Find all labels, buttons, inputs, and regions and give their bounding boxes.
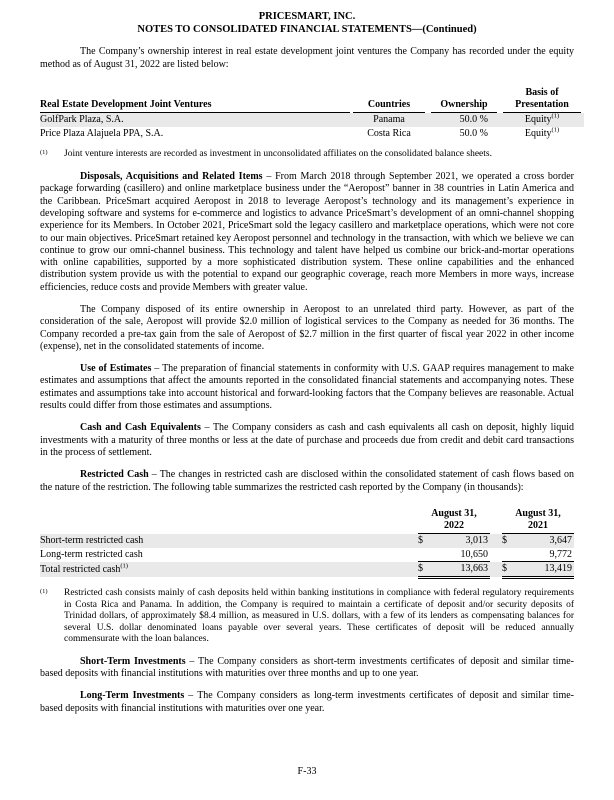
footnote-marker: (1)	[40, 149, 48, 157]
paragraph-text: The changes in restricted cash are disclosed within the consolidated statement of cash flows based on the nature of the restriction. The following table summarizes the restricted cash reported by the Company (in thousands):	[40, 469, 574, 493]
rc-header-2021	[502, 508, 574, 535]
paragraph-text: The Company considers as cash and cash equivalents all cash on deposit, highly liquid investments with a maturity of three months or less at the date of purchase and proceeds due from credit and debit card transactions in the process of settlement.	[40, 422, 574, 458]
paragraph-heading: Short-Term Investments	[80, 655, 186, 667]
rc-dollar-sign: $	[502, 534, 518, 548]
footnote-text: Joint venture interests are recorded as investment in unconsolidated affiliates on the consolidated balance sheets.	[64, 149, 492, 160]
paragraph-separator: –	[148, 469, 160, 481]
table-row	[40, 127, 584, 141]
joint-ventures-table-header	[40, 87, 584, 114]
paragraph-long-term-investments	[40, 690, 574, 715]
jv-basis: Equity$^{(1)}$	[524, 126, 560, 139]
intro-paragraph-text: The Company’s ownership interest in real estate development joint ventures the Company has recorded under the equity method as of August 31, 2022 are listed below:	[40, 46, 574, 70]
rc-label: Short-term restricted cash	[40, 534, 418, 548]
paragraph-separator: –	[185, 655, 199, 667]
rc-header-2022	[418, 508, 490, 535]
paragraph-text: From March 2018 through September 2021, we operated a cross border package forwarding (casillero) and online marketplace business under the “Aeropost” banner in 38 countries in Latin America and the Caribbean. PriceSmart acquired Aeropost in 2018 to leverage Aeropost’s technology and its management’s experience in developing software and systems for e-commerce and logistics to advance PriceSmart’s development of an omni-channel shopping experience for its Members. In October 2021, PriceSmart sold the legacy casillero and marketplace operations, which were not core to our main objectives. PriceSmart retained key Aeropost personnel and technology in the transaction, with which we believe we can continue to grow our omni-channel business. This technology and talent have helped us combine our brick-and-mortar operations with online capabilities, supported by a more sophisticated distribution system. These online capabilities and the enhanced distribution system provide us with the potential to expand our geographic coverage, reach more Members in more ways, increase efficiencies, reduce costs and provide Members with greater value.	[40, 171, 575, 293]
rc-header-2021-line1: August 31,	[515, 507, 561, 519]
jv-basis: Equity$^{(1)}$	[500, 113, 584, 127]
paragraph-aeropost-sale	[40, 304, 574, 353]
rc-header-2022-line2: 2022	[443, 520, 464, 532]
paragraph-heading: Disposals, Acquisitions and Related Items	[80, 171, 263, 183]
rc-value-2021: 13,419	[518, 562, 574, 578]
jv-table-footnote	[40, 149, 574, 161]
intro-paragraph	[40, 46, 574, 71]
paragraph-short-term-investments	[40, 656, 574, 681]
rc-dollar-sign	[502, 548, 518, 562]
rc-value-2022: 10,650	[460, 548, 488, 560]
jv-name: Price Plaza Alajuela PPA, S.A.	[40, 127, 164, 139]
table-row	[40, 534, 574, 548]
paragraph-heading: Use of Estimates	[80, 363, 152, 375]
table-row	[40, 113, 584, 127]
restricted-cash-footnote	[40, 588, 574, 646]
footnote-text: Restricted cash consists mainly of cash deposits held within banking institutions in compliance with federal regulatory requirements in Costa Rica and Panama. In addition, the Company is required to maintain a certificate of deposit and/or security deposits of Trinidad dollars, of approximately $8.4 million, as measured in U.S. dollars, with a few of its lenders as compensating balances for several U.S. dollar denominated loans payable over several years. These certificates of deposit will be reduced annually commensurate with the loan balances.	[64, 587, 574, 645]
rc-header-2022-line1: August 31,	[431, 507, 477, 519]
paragraph-text: The Company considers as short-term investments certificates of deposit and similar time-based deposits with financial institutions with maturities over three months and up to one year.	[40, 655, 574, 680]
paragraph-separator: –	[184, 690, 198, 702]
paragraph-use-of-estimates	[40, 363, 574, 412]
footnote-ref: (1)	[551, 112, 560, 120]
jv-header-basis-line2: Presentation	[515, 99, 569, 111]
rc-dollar-sign: $	[418, 534, 434, 548]
jv-name: GolfPark Plaza, S.A.	[40, 113, 350, 127]
rc-value-2021: 3,647	[518, 534, 574, 548]
paragraph-separator: –	[262, 171, 276, 183]
jv-ownership: 50.0 %	[428, 113, 500, 127]
rc-dollar-sign: $	[502, 562, 518, 578]
jv-country: Costa Rica	[367, 127, 411, 139]
company-title: PRICESMART, INC.	[258, 11, 356, 22]
paragraph-heading: Restricted Cash	[80, 469, 149, 481]
paragraph-heading: Cash and Cash Equivalents	[80, 422, 201, 434]
rc-dollar-sign	[418, 548, 434, 562]
paragraph-text: The Company considers as long-term investments certificates of deposit and similar time-based deposits with financial institutions with maturities over one year.	[40, 690, 574, 714]
jv-country: Panama	[350, 113, 428, 127]
jv-header-name: Real Estate Development Joint Ventures	[40, 87, 350, 114]
rc-gap	[490, 562, 502, 578]
paragraph-heading: Long-Term Investments	[80, 690, 185, 702]
rc-label: Long-term restricted cash	[40, 548, 143, 560]
document-subtitle: NOTES TO CONSOLIDATED FINANCIAL STATEMENTS—(Continued)	[137, 24, 477, 36]
paragraph-separator: –	[151, 363, 163, 375]
jv-ownership: 50.0 %	[459, 127, 488, 139]
footnote-ref: (1)	[551, 126, 560, 134]
rc-header-empty	[40, 508, 418, 535]
rc-dollar-sign: $	[418, 562, 434, 578]
rc-value-2022: 13,663	[434, 562, 490, 578]
table-row	[40, 548, 574, 562]
paragraph-restricted-cash	[40, 469, 574, 494]
table-row-total	[40, 562, 574, 578]
rc-label-total: Total restricted cash$^{(1)}$	[40, 562, 418, 578]
rc-gap	[490, 534, 502, 548]
rc-value-2022: 3,013	[434, 534, 490, 548]
jv-header-basis-line1: Basis of	[525, 86, 559, 98]
rc-gap	[490, 548, 502, 562]
paragraph-separator: –	[200, 422, 213, 434]
paragraph-disposals	[40, 171, 574, 294]
paragraph-cash-equivalents	[40, 422, 574, 459]
rc-header-gap	[490, 508, 502, 535]
rc-header-2021-line2: 2021	[527, 520, 548, 532]
jv-header-basis	[500, 87, 584, 114]
joint-ventures-table	[40, 87, 584, 141]
jv-header-countries: Countries	[350, 87, 428, 114]
restricted-cash-table-header	[40, 508, 574, 535]
restricted-cash-table	[40, 508, 574, 579]
paragraph-text: The Company disposed of its entire ownership in Aeropost to an unrelated third party. However, as part of the consideration of the sale, Aeropost will provide $2.0 million of logistical services to the Company as needed for 36 months. The Company recorded a pre-tax gain from the sale of Aeropost of $2.7 million in the first quarter of fiscal year 2022 in other income (expense), net in the consolidated statements of income.	[40, 303, 574, 352]
footnote-ref: (1)	[120, 562, 128, 570]
page-number: F-33	[297, 765, 317, 777]
rc-value-2021: 9,772	[549, 548, 572, 560]
paragraph-text: The preparation of financial statements in conformity with U.S. GAAP requires management to make estimates and assumptions that affect the amounts reported in the consolidated financial statements and accompanying notes. These estimates and assumptions take into account historical and forward-looking factors that the Company believes are reasonable. Actual results could differ from those estimates and assumptions.	[40, 363, 574, 412]
footnote-marker: (1)	[40, 587, 48, 595]
jv-header-ownership: Ownership	[428, 87, 500, 114]
